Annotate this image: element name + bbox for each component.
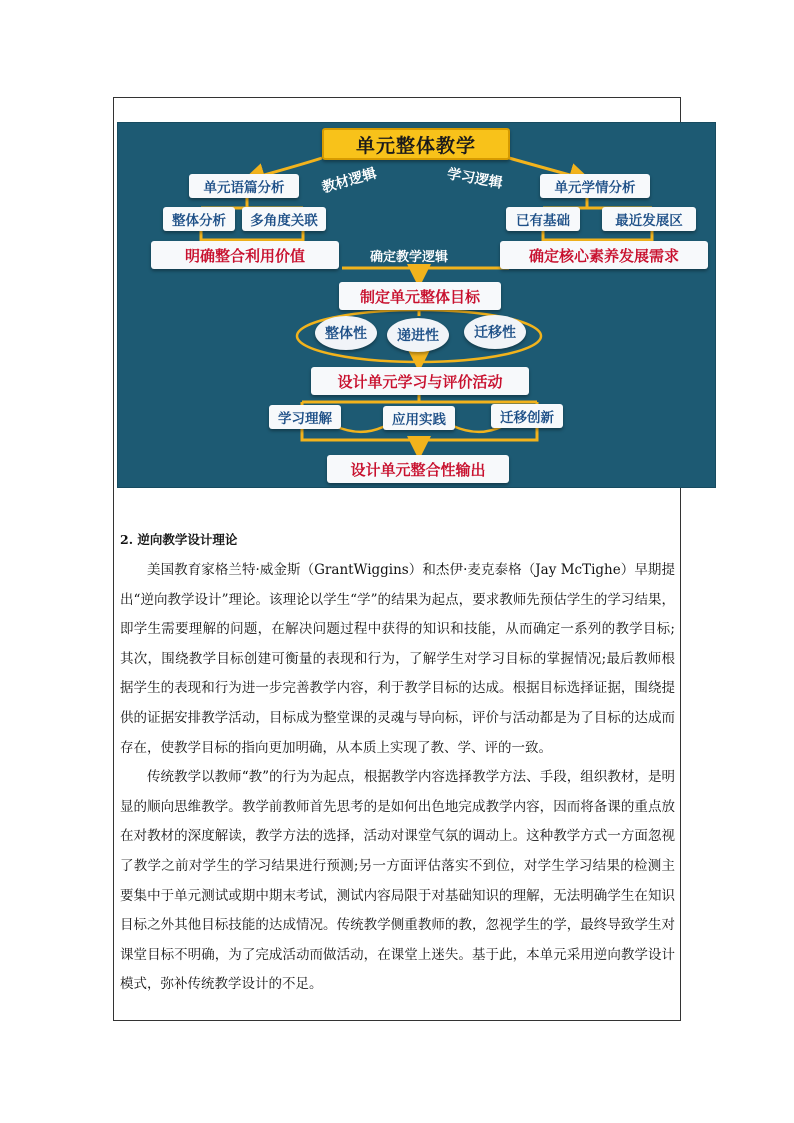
activity-type-node-2: 应用实践 [383, 406, 455, 430]
right-branch-label: 学习逻辑 [445, 166, 504, 192]
diagram-title: 单元整体教学 [322, 128, 510, 160]
types-to-output [302, 428, 537, 454]
right-analysis-node: 单元学情分析 [540, 174, 650, 198]
trait-node-1: 整体性 [315, 316, 377, 350]
output-node: 设计单元整合性输出 [327, 455, 509, 483]
left-sub-node-1: 整体分析 [163, 207, 235, 231]
trait-node-3: 迁移性 [464, 315, 526, 349]
left-sub-node-2: 多角度关联 [242, 207, 326, 231]
unit-teaching-diagram [117, 122, 716, 488]
left-result-node: 明确整合利用价值 [151, 241, 339, 269]
activity-node: 设计单元学习与评价活动 [311, 367, 529, 395]
trait-node-2: 递进性 [387, 318, 449, 352]
paragraph-1: 美国教育家格兰特·威金斯（GrantWiggins）和杰伊·麦克泰格（Jay McTighe）早期提出“逆向教学设计”理论。该理论以学生“学”的结果为起点，要求教师先预估学生的学习结果，即学生需要理解的问题，在解决问题过程中获得的知识和技能，从而确定一系列的教学目标;其次，围绕教学目标创建可衡量的表现和行为，了解学生对学习目标的掌握情况;最后教师根据学生的表现和行为进一步完善教学内容，利于教学目标的达成。根据目标选择证据，围绕提供的证据安排教学活动，目标成为整堂课的灵魂与导向标，评价与活动都是为了目标的达成而存在，使教学目标的指向更加明确，从本质上实现了教、学、评的一致。 [120, 562, 675, 756]
goal-node: 制定单元整体目标 [339, 282, 501, 310]
left-analysis-node: 单元语篇分析 [189, 174, 299, 198]
left-branch-label: 教材逻辑 [320, 165, 379, 197]
activity-type-node-3: 迁移创新 [491, 404, 563, 428]
paragraph-2: 传统教学以教师“教”的行为为起点，根据教学内容选择教学方法、手段，组织教材，是明显的顺向思维教学。教学前教师首先思考的是如何出色地完成教学内容，因而将备课的重点放在对教材的深度解读，教学方法的选择，活动对课堂气氛的调动上。这种教学方式一方面忽视了教学之前对学生的学习结果进行预测;另一方面评估落实不到位，对学生学习结果的检测主要集中于单元测试或期中期末考试，测试内容局限于对基础知识的理解，无法明确学生在知识目标之外其他目标技能的达成情况。传统教学侧重教师的教，忽视学生的学，最终导致学生对课堂目标不明确，为了完成活动而做活动，在课堂上迷失。基于此，本单元采用逆向教学设计模式，弥补传统教学设计的不足。 [120, 769, 675, 993]
section-content [120, 530, 675, 1000]
right-sub-node-1: 已有基础 [506, 207, 580, 231]
right-result-node: 确定核心素养发展需求 [500, 241, 708, 269]
right-sub-node-2: 最近发展区 [602, 207, 696, 231]
center-label: 确定教学逻辑 [370, 250, 449, 265]
activity-type-node-1: 学习理解 [269, 405, 341, 429]
section-heading: 2. 逆向教学设计理论 [120, 532, 238, 547]
